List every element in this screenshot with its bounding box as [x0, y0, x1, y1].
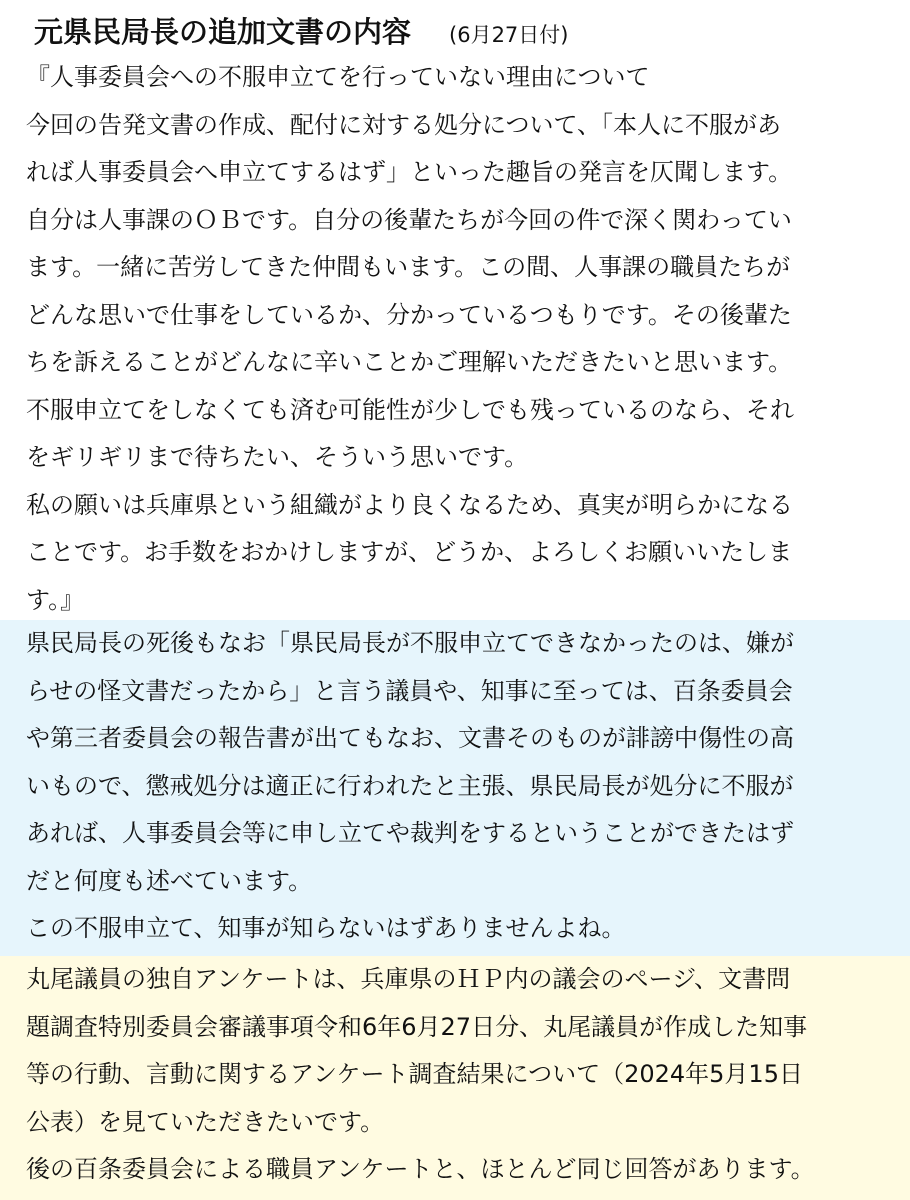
quote-line: 今回の告発文書の作成、配付に対する処分について、「本人に不服があ [26, 110, 782, 139]
quote-line: どんな思いで仕事をしているか、分かっているつもりです。その後輩た [26, 300, 792, 329]
note-line: 等の行動、言動に関するアンケート調査結果について（2024年5月15日 [26, 1060, 803, 1088]
commentary-section [0, 620, 910, 956]
quote-line: をギリギリまで待ちたい、そういう思いです。 [26, 443, 529, 471]
quote-line: 不服申立てをしなくても済む可能性が少しでも残っているのなら、それ [26, 395, 794, 424]
commentary-line: あれば、人事委員会等に申し立てや裁判をするということができたはず [26, 819, 794, 847]
note-line: 丸尾議員の独自アンケートは、兵庫県のＨＰ内の議会のページ、文書問 [26, 965, 791, 993]
quote-line: ことです。お手数をおかけしますが、どうか、よろしくお願いいたしま [26, 538, 793, 566]
quote-line: れば人事委員会へ申立てするはず」といった趣旨の発言を仄聞します。 [26, 158, 793, 186]
quote-line: 自分は人事課のＯＢです。自分の後輩たちが今回の件で深く関わってい [26, 205, 792, 234]
commentary-line: 県民局長の死後もなお「県民局長が不服申立てできなかったのは、嫌が [26, 629, 794, 657]
quote-line: ます。一緒に苦労してきた仲間もいます。この間、人事課の職員たちが [26, 253, 791, 281]
commentary-line: だと何度も述べています。 [26, 866, 313, 895]
quote-line: 『人事委員会への不服申立てを行っていない理由について [26, 63, 650, 91]
commentary-line: らせの怪文書だったから」と言う議員や、知事に至っては、百条委員会 [26, 676, 793, 705]
document-date: (6月27日付) [449, 23, 569, 47]
note-line: 題調査特別委員会審議事項令和6年6月27日分、丸尾議員が作成した知事 [26, 1012, 808, 1041]
header [34, 10, 568, 50]
commentary-line: や第三者委員会の報告書が出てもなお、文書そのものが誹謗中傷性の高 [26, 724, 794, 752]
note-line: 後の百条委員会による職員アンケートと、ほとんど同じ回答があります。 [26, 1155, 815, 1183]
quote-line: 私の願いは兵庫県という組織がより良くなるため、真実が明らかになる [26, 490, 794, 519]
quoted-document-section [0, 54, 910, 620]
document-title: 元県民局長の追加文書の内容 [34, 15, 412, 49]
quote-line: ちを訴えることがどんなに辛いことかご理解いただきたいと思います。 [26, 348, 793, 376]
note-section [0, 956, 910, 1200]
commentary-line: いもので、懲戒処分は適正に行われたと主張、県民局長が処分に不服が [26, 771, 794, 800]
commentary-line: この不服申立て、知事が知らないはずありませんよね。 [26, 914, 626, 942]
note-line: 公表）を見ていただきたいです。 [26, 1107, 385, 1136]
quote-line: す。』 [26, 585, 85, 614]
